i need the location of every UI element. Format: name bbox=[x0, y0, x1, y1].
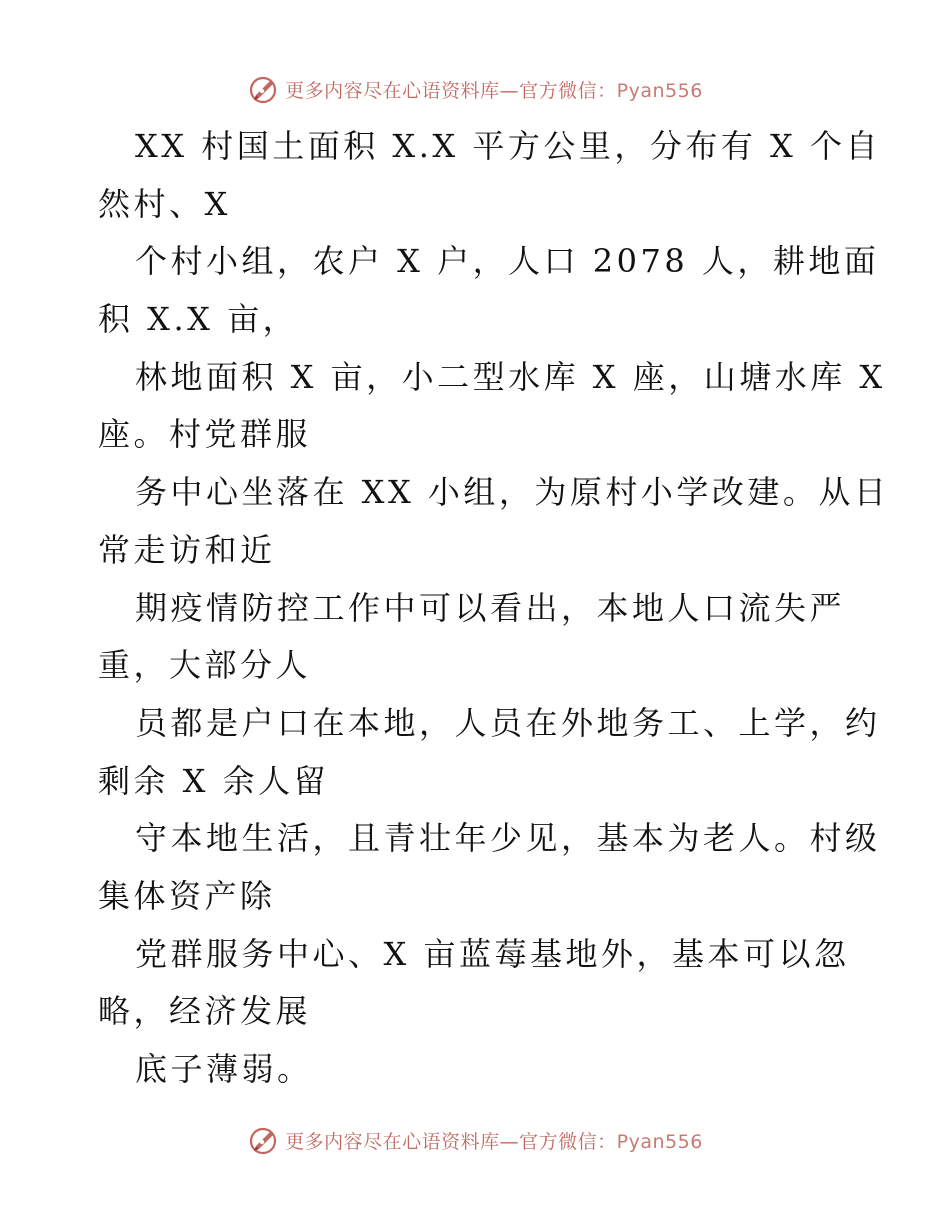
paragraph-line: 务中心坐落在 XX 小组，为原村小学改建。从日 bbox=[135, 473, 890, 512]
paragraph-line: 常走访和近 bbox=[98, 530, 276, 569]
paragraph-line: 员都是户口在本地，人员在外地务工、上学，约 bbox=[135, 703, 881, 742]
paragraph-line: 略，经济发展 bbox=[98, 992, 312, 1031]
paragraph-line: 座。村党群服 bbox=[98, 415, 312, 454]
paragraph-line: 守本地生活，且青壮年少见，基本为老人。村级 bbox=[135, 819, 881, 858]
pen-logo-icon bbox=[247, 1124, 279, 1156]
paragraph-line: 然村、X bbox=[98, 184, 231, 223]
paragraph-line: XX 村国土面积 X.X 平方公里，分布有 X 个自 bbox=[135, 127, 881, 165]
watermark-wechat-id: Pyan556 bbox=[616, 79, 703, 102]
paragraph-line: 党群服务中心、X 亩蓝莓基地外，基本可以忽 bbox=[135, 934, 850, 973]
paragraph-line: 剩余 X 余人留 bbox=[98, 761, 330, 800]
paragraph-line: 林地面积 X 亩，小二型水库 X 座，山塘水库 X bbox=[135, 357, 886, 396]
paragraph-line: 积 X.X 亩， bbox=[98, 300, 299, 339]
watermark-wechat-id: Pyan556 bbox=[616, 1130, 703, 1153]
document-body bbox=[98, 118, 890, 1099]
watermark-text: 更多内容尽在心语资料库—官方微信： bbox=[285, 79, 617, 102]
paragraph-line: 期疫情防控工作中可以看出，本地人口流失严 bbox=[135, 588, 846, 627]
paragraph-line: 集体资产除 bbox=[98, 876, 276, 915]
watermark-header bbox=[0, 72, 950, 106]
watermark-footer bbox=[0, 1123, 950, 1157]
paragraph-line: 个村小组，农户 X 户，人口 2078 人，耕地面 bbox=[135, 242, 880, 281]
pen-logo-icon bbox=[247, 73, 279, 105]
watermark-text: 更多内容尽在心语资料库—官方微信： bbox=[285, 1130, 617, 1153]
paragraph-line: 重，大部分人 bbox=[98, 646, 312, 685]
paragraph-line: 底子薄弱。 bbox=[135, 1050, 313, 1088]
